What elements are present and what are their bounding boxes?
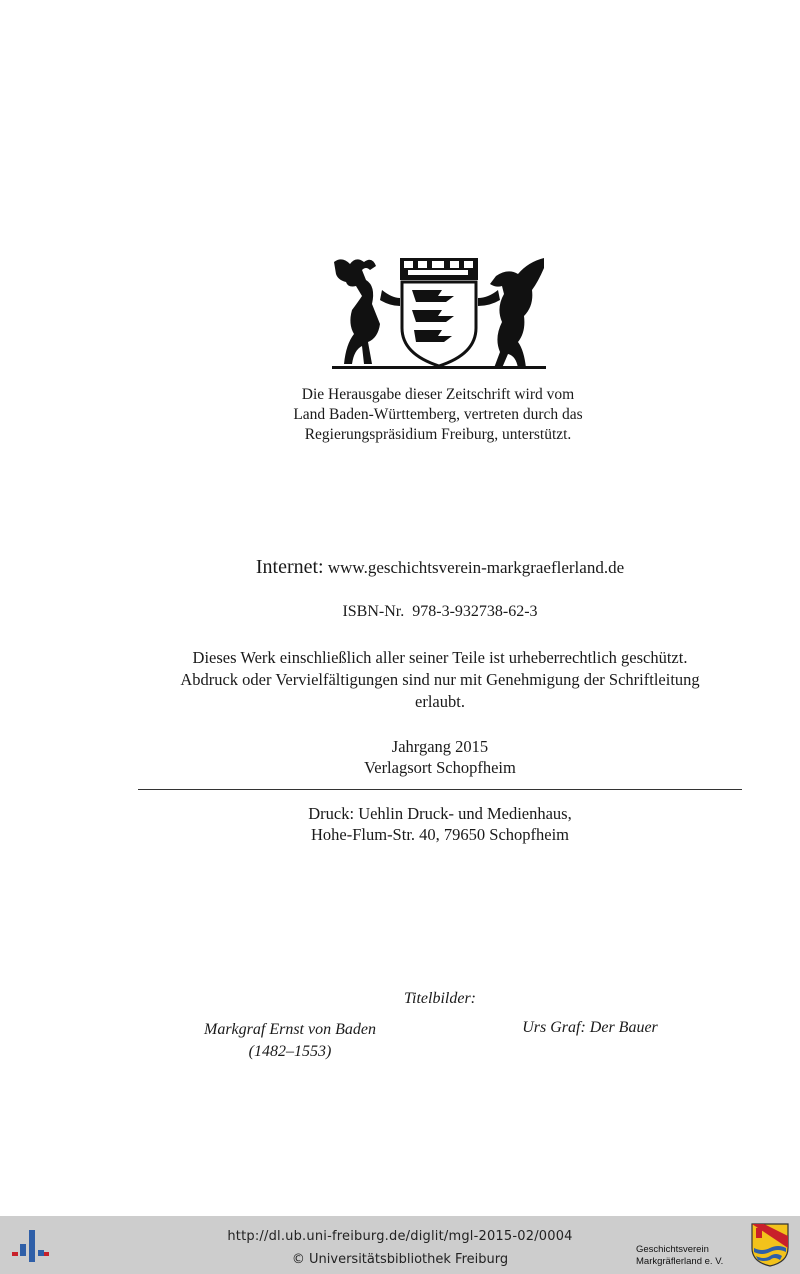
copyright-line: erlaubt. [415, 692, 465, 711]
coat-of-arms-icon [328, 250, 550, 372]
copyright-notice [120, 647, 760, 713]
printer-name: Druck: Uehlin Druck- und Medienhaus, [308, 804, 572, 823]
cover-caption-right: Urs Graf: Der Bauer [522, 1019, 658, 1036]
copyright-line: Dieses Werk einschließlich aller seiner Teile ist urheberrechtlich geschützt. [192, 648, 688, 667]
verein-shield-icon[interactable] [750, 1222, 790, 1268]
permalink-url[interactable]: http://dl.ub.uni-freiburg.de/diglit/mgl-2015-02/0004 [227, 1229, 573, 1244]
cover-caption-left-dates: (1482–1553) [248, 1043, 332, 1060]
funding-notice-line: Regierungspräsidium Freiburg, unterstützt. [304, 426, 572, 443]
cover-images-heading: Titelbilder: [404, 990, 476, 1007]
copyright-line: Abdruck oder Vervielfältigungen sind nur mit Genehmigung der Schriftleitung [180, 670, 700, 689]
library-copyright: © Universitätsbibliothek Freiburg [291, 1252, 509, 1267]
volume-year: Jahrgang 2015 [391, 737, 489, 756]
ub-freiburg-logo-icon[interactable] [10, 1224, 50, 1266]
cover-caption-left [180, 1019, 400, 1063]
library-footer [0, 1216, 800, 1274]
website-url: www.geschichtsverein-markgraeflerland.de [327, 558, 625, 577]
society-name-line: Geschichtsverein [636, 1244, 709, 1255]
society-name [636, 1244, 756, 1268]
society-name-line: Markgräflerland e. V. [636, 1256, 724, 1267]
publication-place: Verlagsort Schopfheim [364, 758, 516, 777]
internet-line [140, 556, 740, 579]
printer-info [140, 803, 740, 845]
isbn-label: ISBN-Nr. [342, 603, 405, 620]
cover-caption-left-name: Markgraf Ernst von Baden [204, 1021, 376, 1038]
funding-notice-line: Die Herausgabe dieser Zeitschrift wird vom [301, 386, 575, 403]
internet-label: Internet: [255, 556, 324, 578]
divider [138, 789, 742, 790]
funding-notice [238, 385, 638, 445]
funding-notice-line: Land Baden-Württemberg, vertreten durch das [293, 406, 583, 423]
isbn-line [140, 603, 740, 621]
isbn-value: 978-3-932738-62-3 [412, 603, 538, 620]
volume-info [140, 736, 740, 778]
printer-address: Hohe-Flum-Str. 40, 79650 Schopfheim [310, 825, 570, 844]
